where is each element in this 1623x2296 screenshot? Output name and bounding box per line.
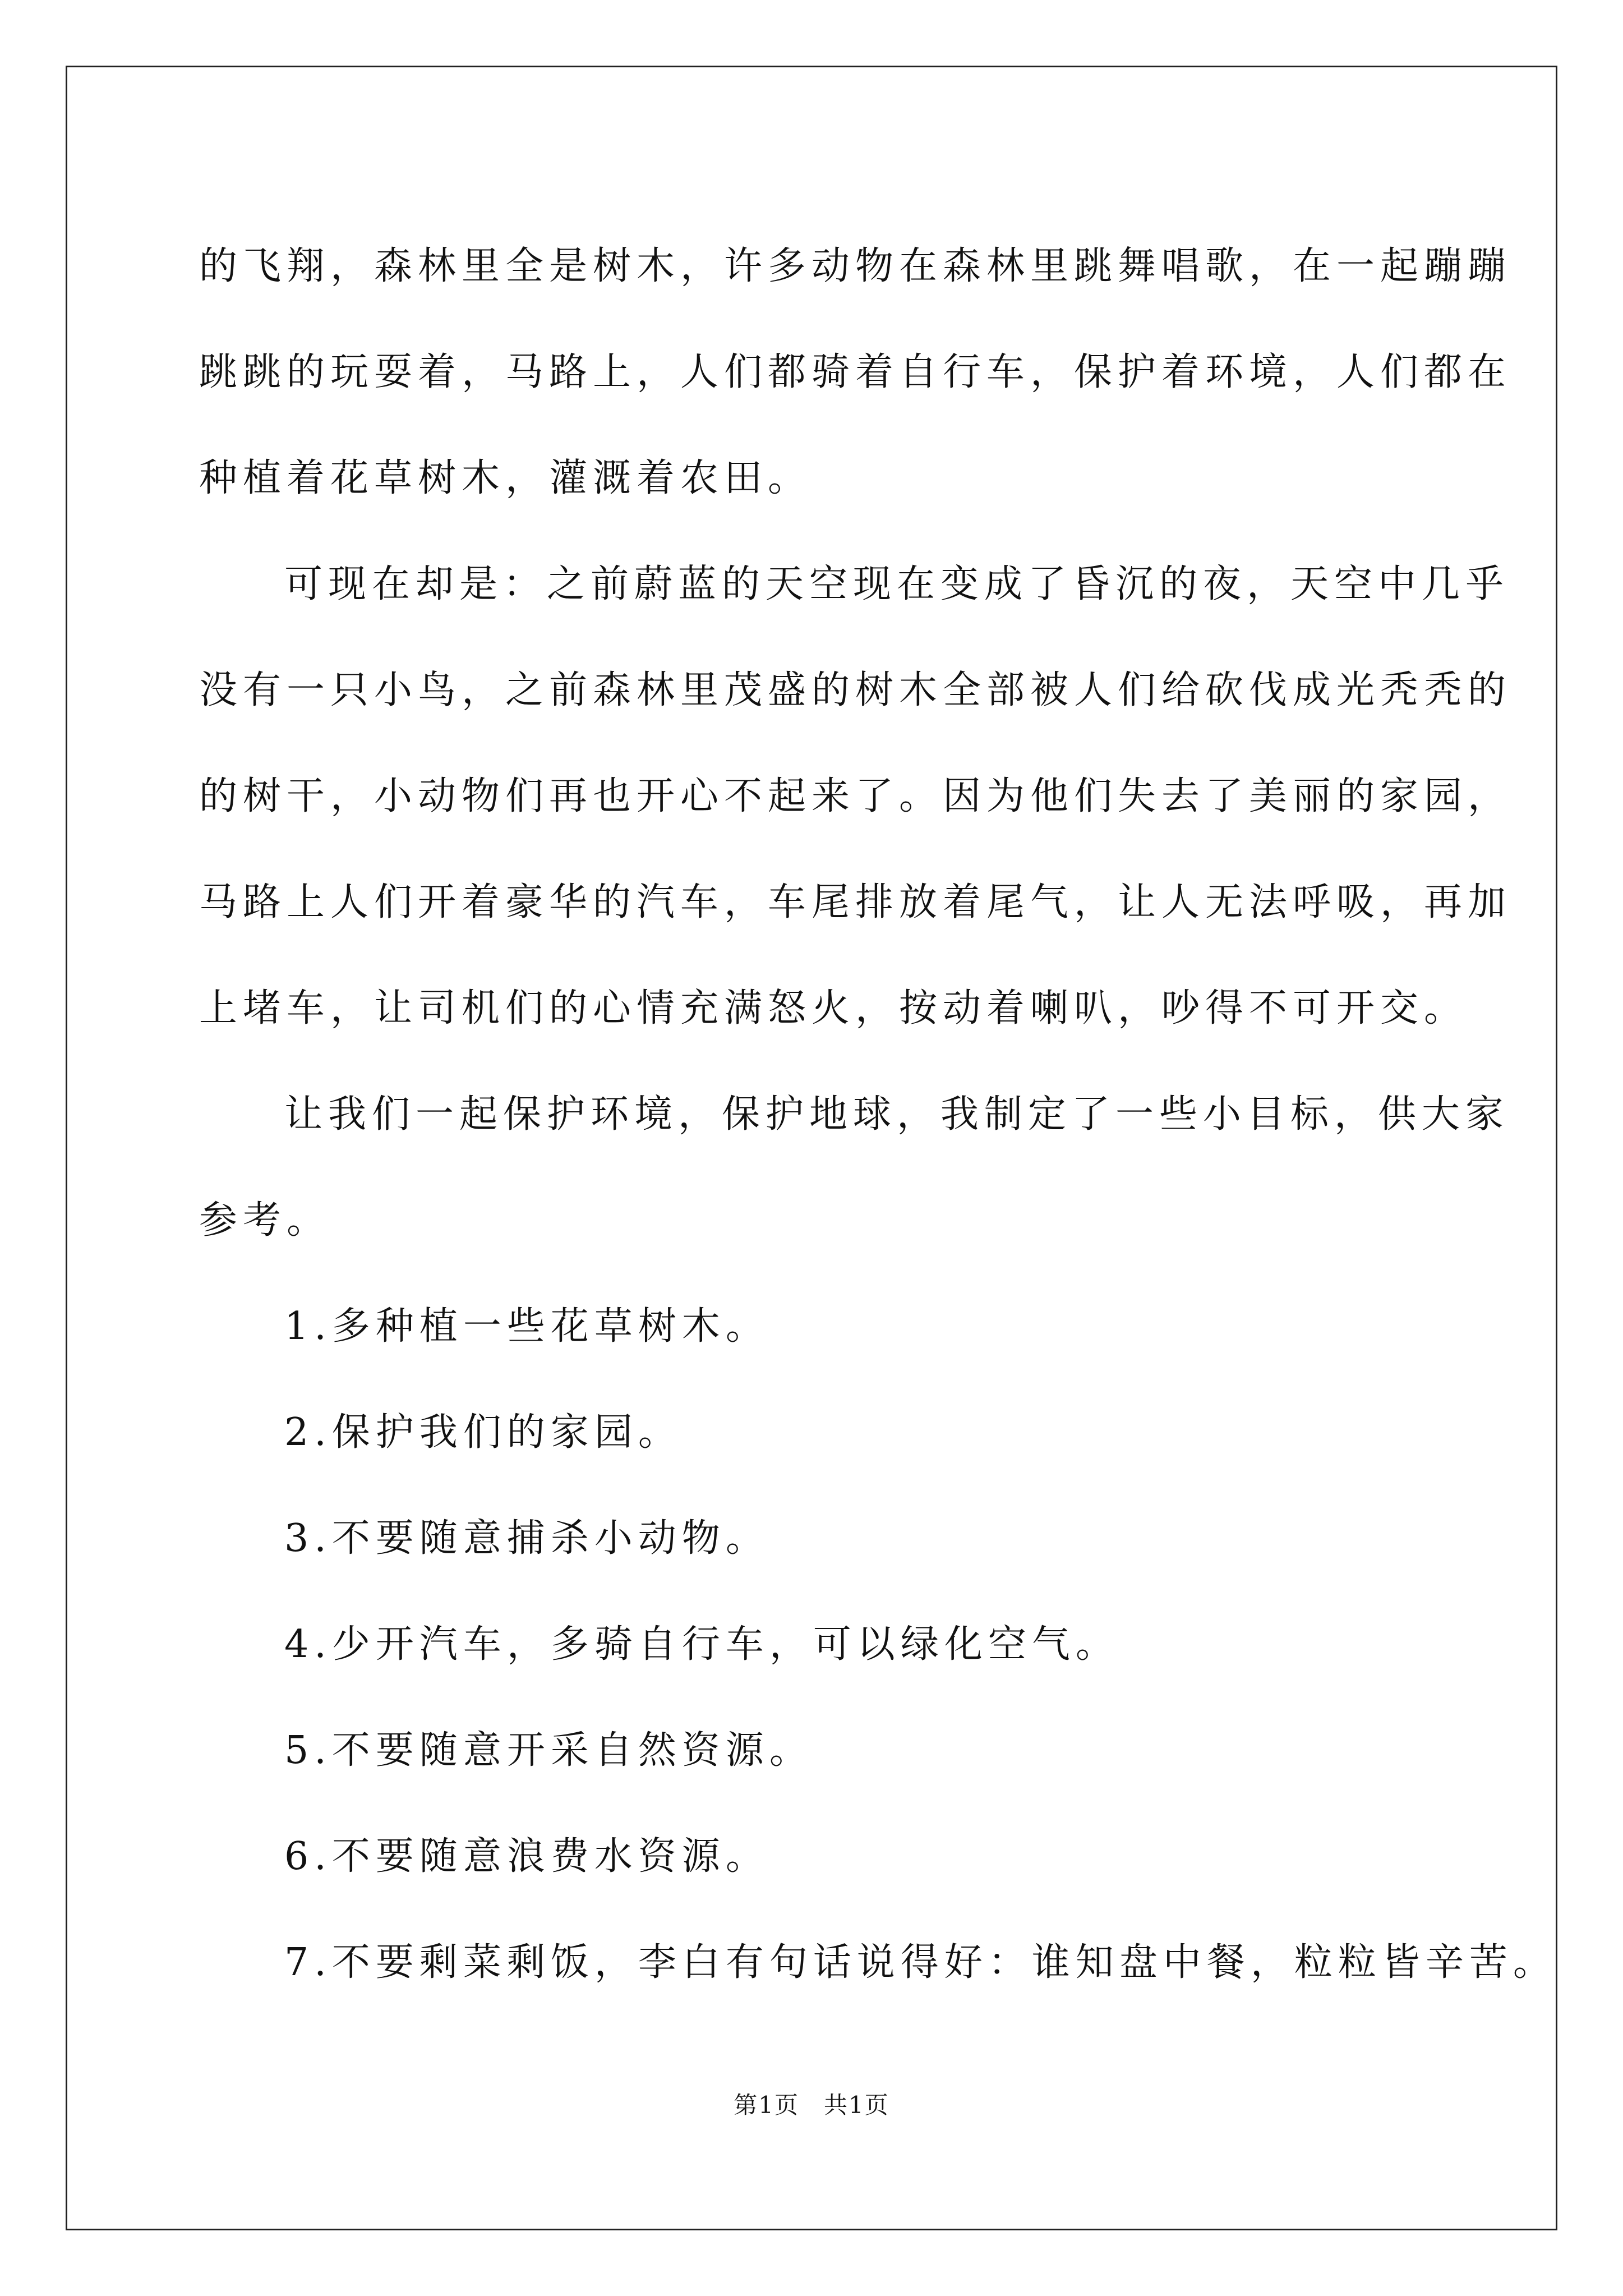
paragraph-2-line-2: 没有一只小鸟，之前森林里茂盛的树木全部被人们给砍伐成光秃秃的: [199, 668, 1512, 712]
paragraph-1-line-3: 种植着花草树木，灌溉着农田。: [199, 456, 812, 500]
paragraph-1-line-2: 跳跳的玩耍着，马路上，人们都骑着自行车，保护着环境，人们都在: [199, 350, 1512, 394]
goal-item-5: 5.不要随意开采自然资源。: [284, 1728, 813, 1773]
goal-item-3: 3.不要随意捕杀小动物。: [284, 1516, 769, 1561]
document-body: [199, 213, 1557, 2016]
goal-item-4: 4.少开汽车，多骑自行车，可以绿化空气。: [284, 1622, 1119, 1667]
paragraph-3-line-1: 让我们一起保护环境，保护地球，我制定了一些小目标，供大家: [284, 1092, 1510, 1137]
goal-item-7: 7.不要剩菜剩饭，李白有句话说得好：谁知盘中餐，粒粒皆辛苦。: [284, 1940, 1557, 1985]
paragraph-2-line-3: 的树干，小动物们再也开心不起来了。因为他们失去了美丽的家园，: [199, 774, 1512, 818]
paragraph-2-line-1: 可现在却是：之前蔚蓝的天空现在变成了昏沉的夜，天空中几乎: [284, 562, 1510, 606]
goal-item-1: 1.多种植一些花草树木。: [284, 1304, 769, 1349]
paragraph-1-line-1: 的飞翔，森林里全是树木，许多动物在森林里跳舞唱歌，在一起蹦蹦: [199, 244, 1512, 288]
paragraph-2-line-5: 上堵车，让司机们的心情充满怒火，按动着喇叭，吵得不可开交。: [199, 986, 1468, 1030]
paragraph-2-line-4: 马路上人们开着豪华的汽车，车尾排放着尾气，让人无法呼吸，再加: [199, 880, 1512, 924]
goal-item-6: 6.不要随意浪费水资源。: [284, 1834, 769, 1879]
paragraph-3-line-2: 参考。: [199, 1198, 331, 1243]
page-number-footer: 第1页 共1页: [734, 2091, 889, 2119]
goal-item-2: 2.保护我们的家园。: [284, 1410, 682, 1455]
